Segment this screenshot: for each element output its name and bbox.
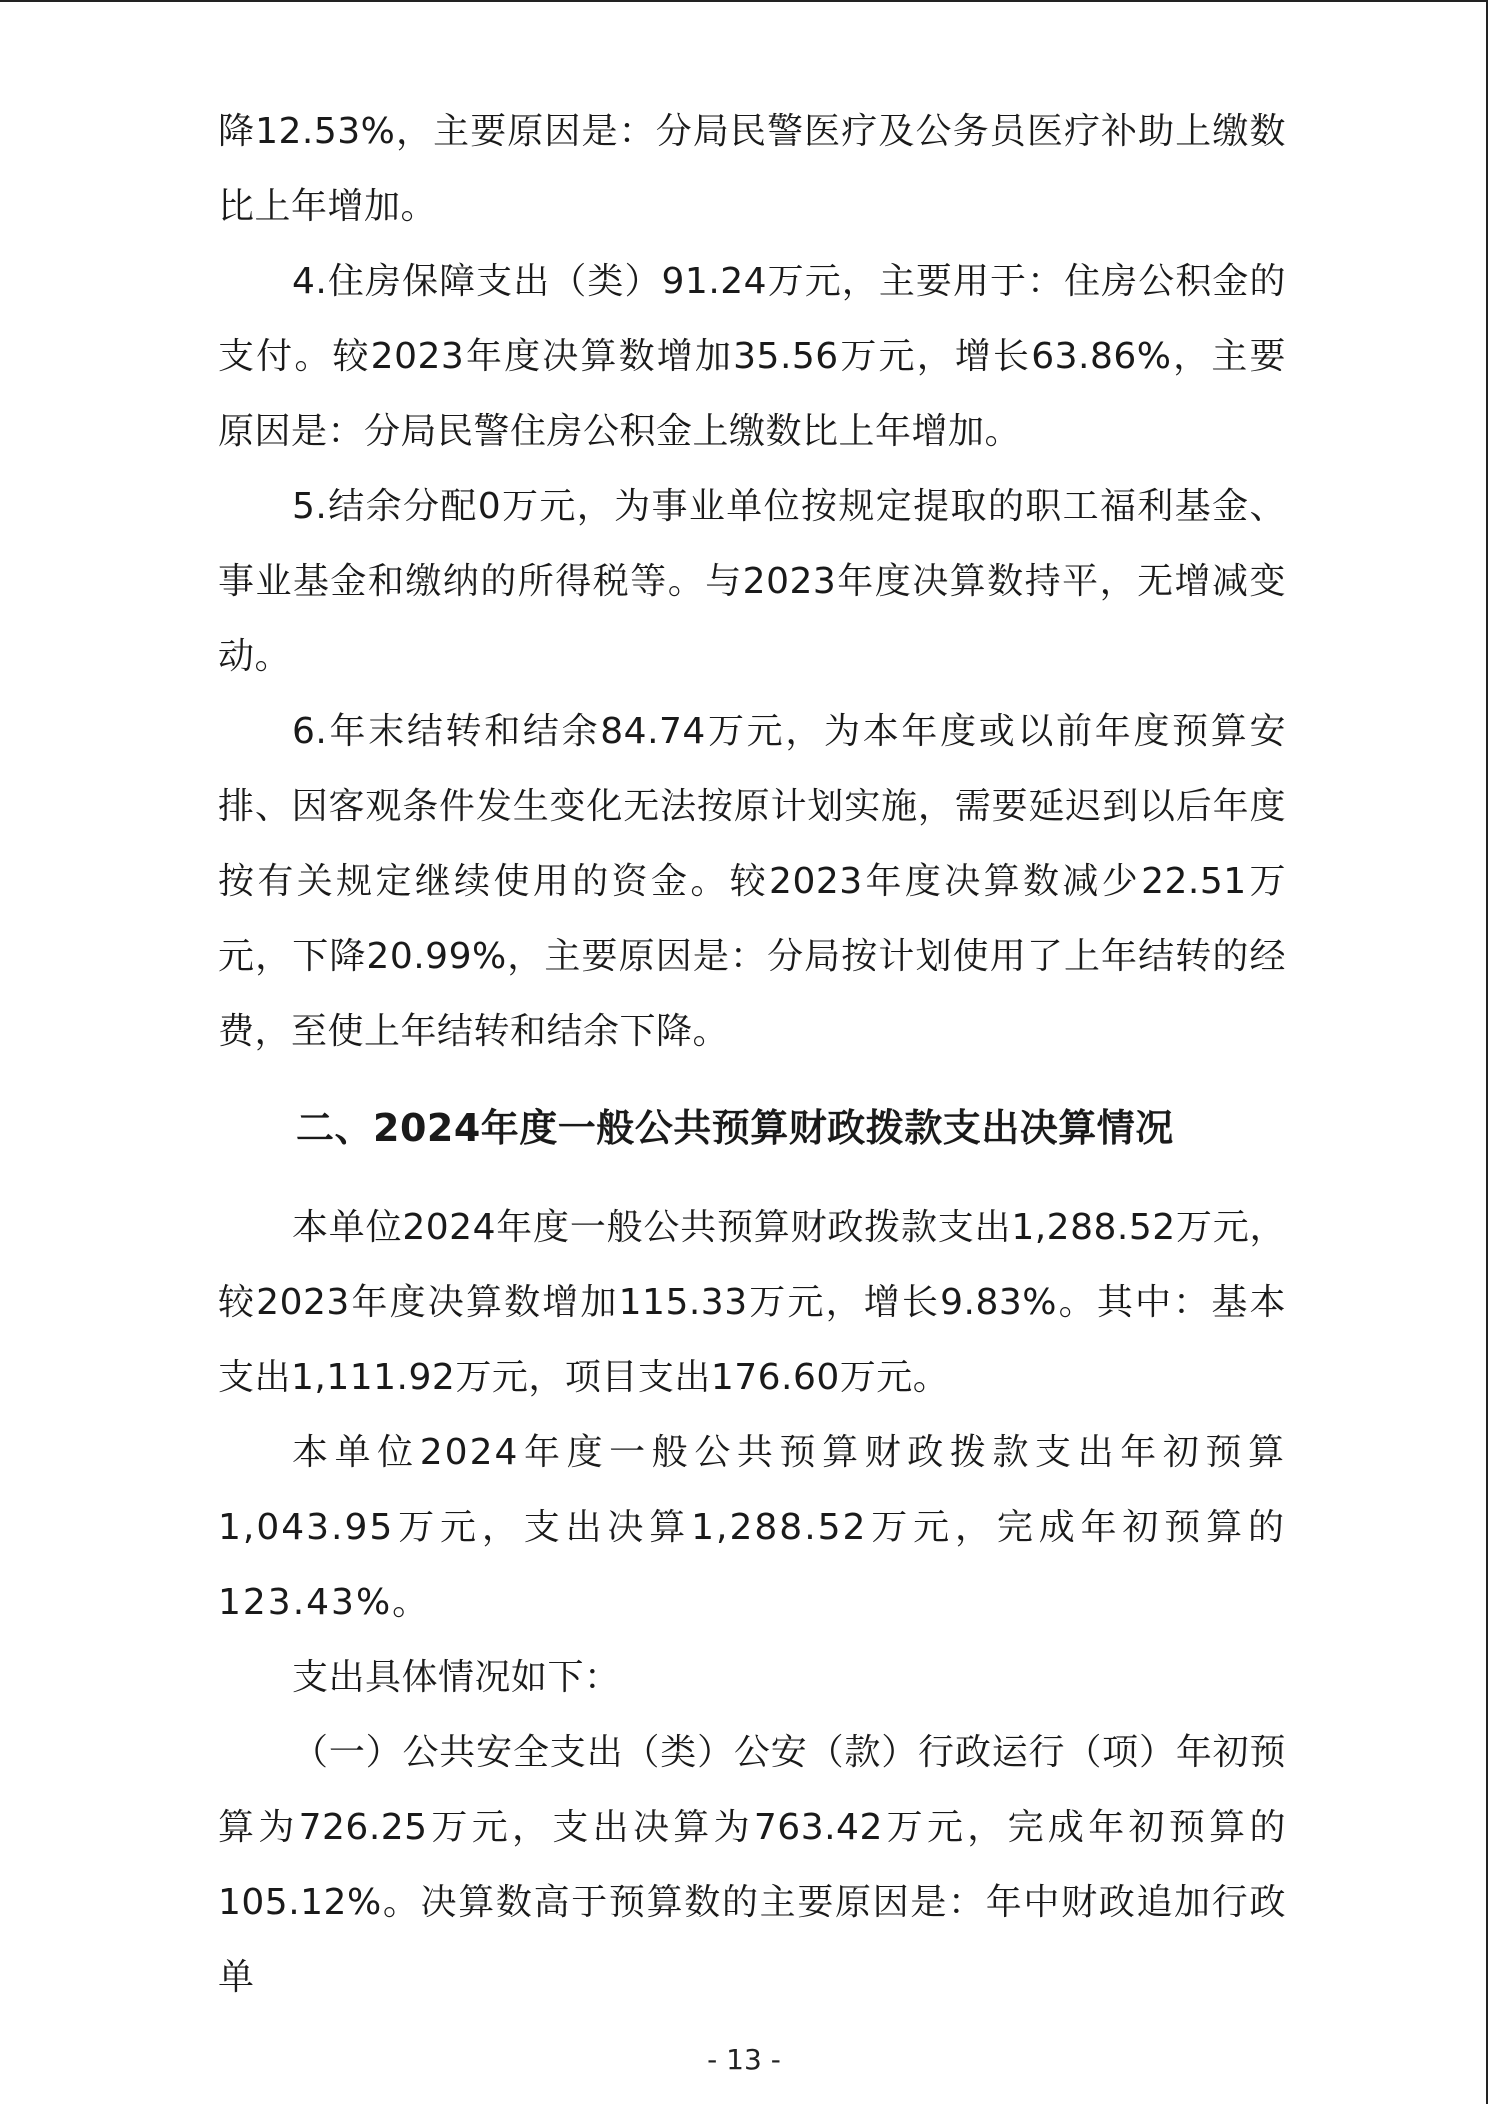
page-content <box>218 94 1286 2015</box>
paragraph-budget-completion: 本单位2024年度一般公共预算财政拨款支出年初预算1,043.95万元，支出决算1,288.52万元，完成年初预算的123.43%。 <box>218 1432 1286 1623</box>
paragraph-housing-expenditure: 4.住房保障支出（类）91.24万元，主要用于：住房公积金的支付。较2023年度决算数增加35.56万元，增长63.86%，主要原因是：分局民警住房公积金上缴数比上年增加。 <box>218 261 1286 452</box>
paragraph-total-expenditure: 本单位2024年度一般公共预算财政拨款支出1,288.52万元，较2023年度决算数增加115.33万元，增长9.83%。其中：基本支出1,111.92万元，项目支出176.60万元。 <box>218 1207 1286 1398</box>
page-number: - 13 - <box>707 2043 781 2076</box>
paragraph-medical-continuation: 降12.53%，主要原因是：分局民警医疗及公务员医疗补助上缴数比上年增加。 <box>218 111 1286 227</box>
paragraph-surplus-distribution: 5.结余分配0万元，为事业单位按规定提取的职工福利基金、事业基金和缴纳的所得税等。与2023年度决算数持平，无增减变动。 <box>218 486 1286 677</box>
paragraph-year-end-balance: 6.年末结转和结余84.74万元，为本年度或以前年度预算安排、因客观条件发生变化无法按原计划实施，需要延迟到以后年度按有关规定继续使用的资金。较2023年度决算数减少22.51万元，下降20.99%，主要原因是：分局按计划使用了上年结转的经费，至使上年结转和结余下降。 <box>218 711 1286 1052</box>
paragraph-public-security-expenditure: （一）公共安全支出（类）公安（款）行政运行（项）年初预算为726.25万元，支出决算为763.42万元，完成年初预算的105.12%。决算数高于预算数的主要原因是：年中财政追加行政单 <box>218 1732 1286 1998</box>
section-heading: 二、2024年度一般公共预算财政拨款支出决算情况 <box>296 1106 1174 1150</box>
paragraph-details-intro: 支出具体情况如下： <box>292 1657 621 1698</box>
